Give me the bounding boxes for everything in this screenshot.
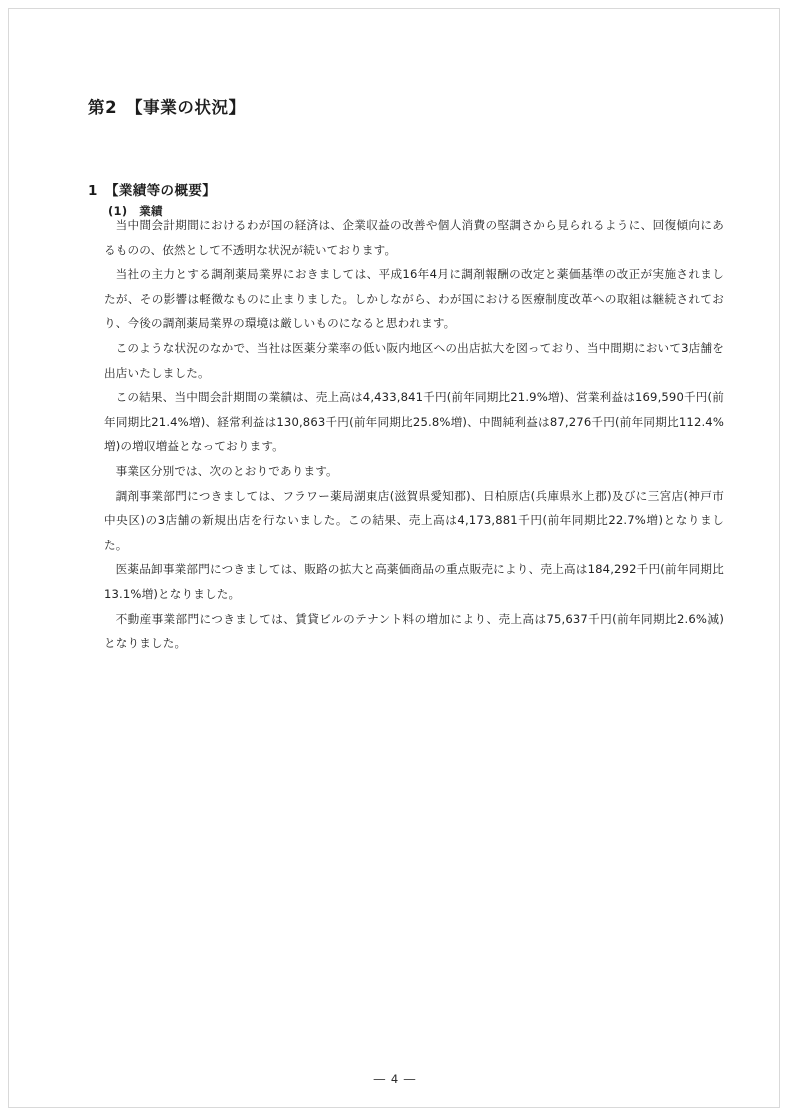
body-text-block	[104, 213, 724, 656]
paragraph-store-expansion: このような状況のなかで、当社は医薬分業率の低い阪内地区への出店拡大を図っており、当中間期において3店舗を出店いたしました。	[104, 340, 724, 380]
paragraph-wholesale-segment: 医薬品卸事業部門につきましては、販路の拡大と高薬価商品の重点販売により、売上高は184,292千円(前年同期比13.1%増)となりました。	[104, 562, 724, 601]
section-heading-business-results: 1 【業績等の概要】	[88, 183, 217, 200]
paragraph-dispensing-segment: 調剤事業部門につきましては、フラワー薬局湖東店(滋賀県愛知郡)、日柏原店(兵庫県氷上郡)及びに三宮店(神戸市中央区)の3店舗の新規出店を行ないました。この結果、売上高は4,173,881千円(前年同期比22.7%増)となりました。	[104, 488, 724, 552]
paragraph-dispensing-industry: 当社の主力とする調剤薬局業界におきましては、平成16年4月に調剤報酬の改定と薬価基準の改正が実施されましたが、その影響は軽微なものに止まりました。しかしながら、わが国における医療制度改革への取組は継続されており、今後の調剤薬局業界の環境は厳しいものになると思われます。	[104, 267, 724, 331]
paragraph-realestate-segment: 不動産事業部門につきましては、賃貸ビルのテナント料の増加により、売上高は75,637千円(前年同期比2.6%減)となりました。	[104, 611, 724, 651]
paragraph-economy-overview: 当中間会計期間におけるわが国の経済は、企業収益の改善や個人消費の堅調さから見られるように、回復傾向にあるものの、依然として不透明な状況が続いております。	[104, 218, 724, 257]
page-title: 第2 【事業の状況】	[88, 98, 246, 118]
paragraph-segment-intro: 事業区分別では、次のとおりであります。	[115, 463, 338, 478]
page-number: ― 4 ―	[373, 1072, 417, 1086]
paragraph-consolidated-results: この結果、当中間会計期間の業績は、売上高は4,433,841千円(前年同期比21.9%増)、営業利益は169,590千円(前年同期比21.4%増)、経常利益は130,863千円(前年同期比25.8%増)、中間純利益は87,276千円(前年同期比112.4%増)の増収増益となっております。	[104, 390, 724, 454]
sub-heading-results: (1) 業績	[108, 203, 163, 218]
